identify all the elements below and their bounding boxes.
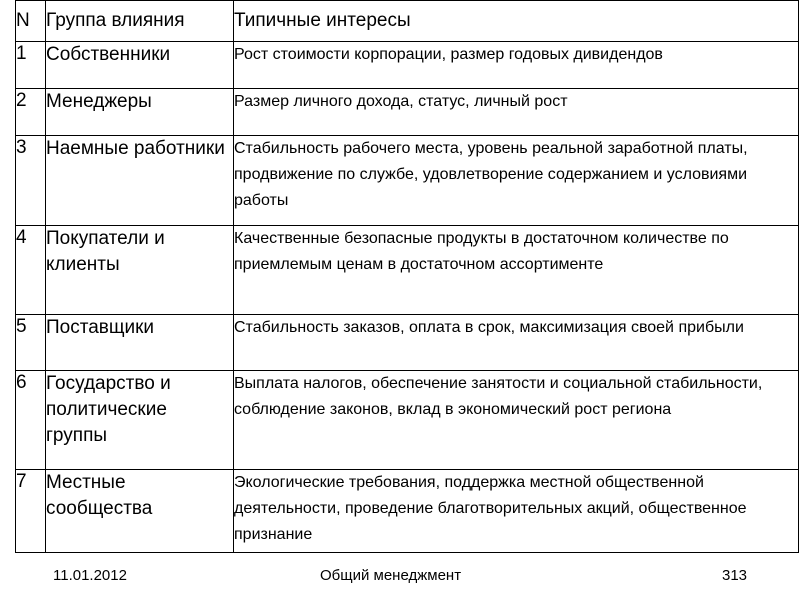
footer-date: 11.01.2012 — [53, 567, 127, 584]
row-number: 1 — [16, 42, 46, 89]
row-group: Наемные работники — [46, 136, 234, 226]
row-number: 6 — [16, 371, 46, 470]
row-interests: Экологические требования, поддержка местной общественной деятельности, проведение благотворительных акций, общественное признание — [234, 470, 799, 553]
header-number: N — [16, 1, 46, 42]
table-header-row — [16, 1, 799, 42]
table-row — [16, 470, 799, 553]
row-group: Покупатели и клиенты — [46, 226, 234, 315]
row-number: 7 — [16, 470, 46, 553]
interest-groups-table — [15, 0, 799, 553]
row-interests: Размер личного дохода, статус, личный рост — [234, 89, 799, 136]
row-group: Местные сообщества — [46, 470, 234, 553]
header-group: Группа влияния — [46, 1, 234, 42]
footer-page-number: 313 — [722, 567, 748, 584]
table-row — [16, 226, 799, 315]
row-interests: Выплата налогов, обеспечение занятости и социальной стабильности, соблюдение законов, вклад в экономический рост региона — [234, 371, 799, 470]
row-interests: Рост стоимости корпорации, размер годовых дивидендов — [234, 42, 799, 89]
row-number: 3 — [16, 136, 46, 226]
row-number: 4 — [16, 226, 46, 315]
footer-title: Общий менеджмент — [320, 567, 462, 584]
row-group: Государство и политические группы — [46, 371, 234, 470]
row-interests: Стабильность заказов, оплата в срок, максимизация своей прибыли — [234, 315, 799, 371]
row-interests: Качественные безопасные продукты в достаточном количестве по приемлемым ценам в достаточном ассортименте — [234, 226, 799, 315]
row-number: 5 — [16, 315, 46, 371]
row-number: 2 — [16, 89, 46, 136]
table-row — [16, 42, 799, 89]
row-group: Поставщики — [46, 315, 234, 371]
row-interests: Стабильность рабочего места, уровень реальной заработной платы, продвижение по службе, удовлетворение содержанием и условиями работы — [234, 136, 799, 226]
table-row — [16, 371, 799, 470]
table-row — [16, 89, 799, 136]
row-group: Менеджеры — [46, 89, 234, 136]
row-group: Собственники — [46, 42, 234, 89]
header-interests: Типичные интересы — [234, 1, 799, 42]
table-row — [16, 136, 799, 226]
table-row — [16, 315, 799, 371]
